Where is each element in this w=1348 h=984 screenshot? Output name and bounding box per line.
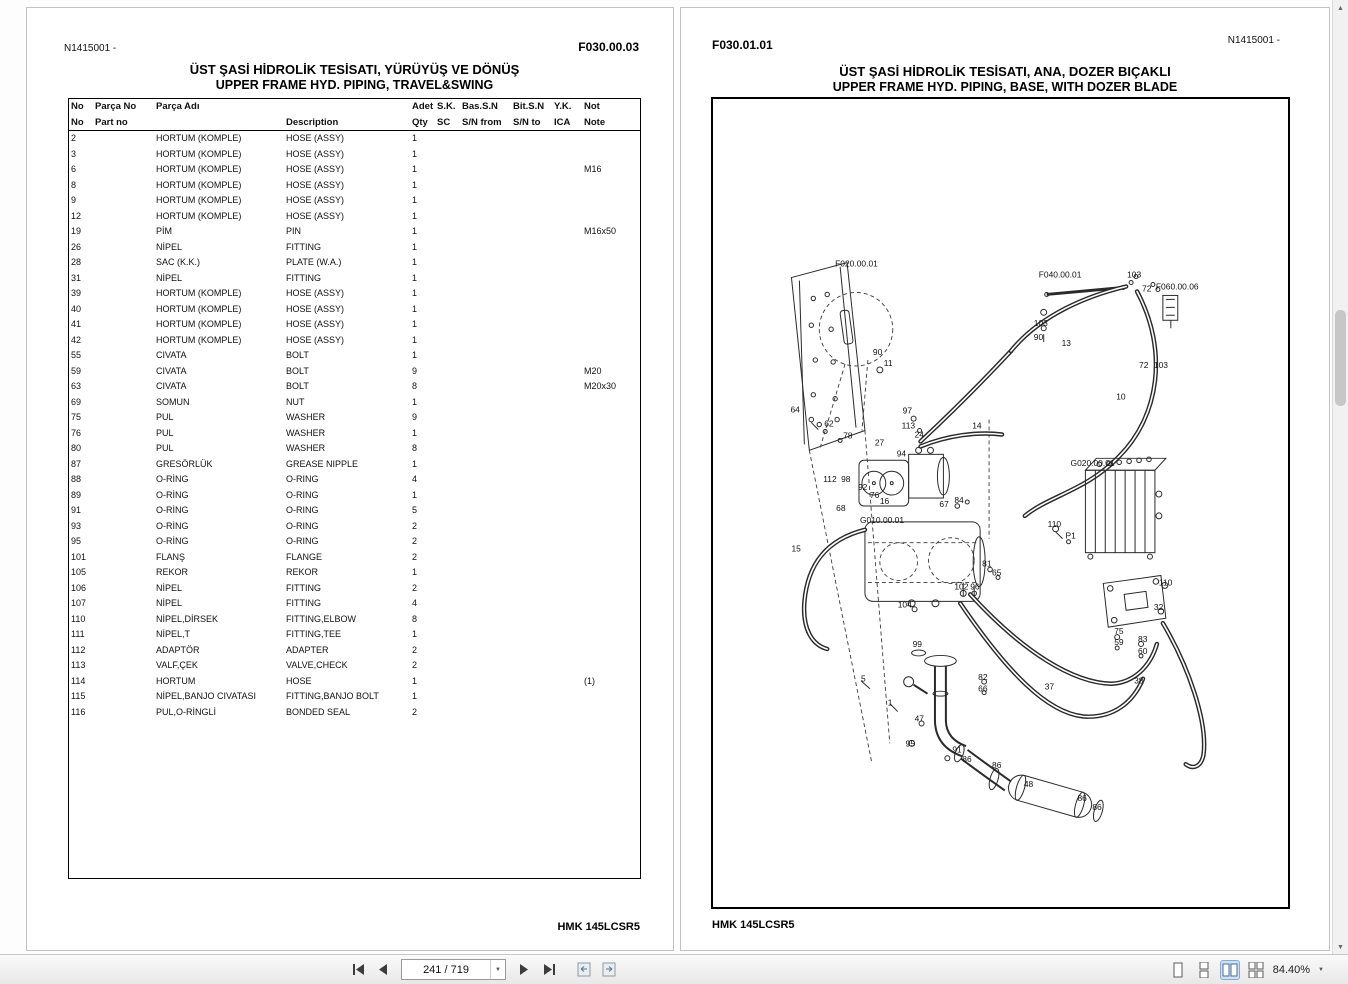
diagram-label: 112 (823, 474, 837, 485)
diagram-label: 76 (869, 490, 880, 501)
diagram-label: 102 (954, 581, 969, 592)
parts-table (69, 99, 641, 720)
first-page-icon (352, 964, 365, 975)
page-title-english-right: UPPER FRAME HYD. PIPING, BASE, WITH DOZER BLADE (832, 80, 1178, 95)
table-row: 76 PUL WASHER 1 (71, 427, 418, 438)
diagram-label: 65 (992, 567, 1002, 578)
table-row: 55 CIVATA BOLT 1 (71, 350, 418, 361)
table-row: 88 O-RİNG O-RING 4 (71, 474, 418, 485)
diagram-label: 66 (978, 683, 988, 694)
table-row: 105 REKOR REKOR 1 (71, 567, 418, 578)
diagram-label: 5 (860, 673, 866, 684)
table-row: 19 PİM PIN 1 M16x50 (71, 226, 617, 237)
diagram-label: 82 (978, 671, 988, 682)
diagram-label: 91 (952, 744, 962, 755)
next-page-icon (519, 964, 529, 975)
diagram-label: 60 (1138, 645, 1148, 656)
diagram-label: 75 (1114, 626, 1124, 637)
diagram-label: 96 (970, 581, 980, 592)
table-row: 110 NİPEL,DİRSEK FITTING,ELBOW 8 (71, 613, 418, 624)
table-row: 41 HORTUM (KOMPLE) HOSE (ASSY) 1 (71, 319, 418, 330)
figure-code-left: F030.00.03 (578, 40, 639, 54)
table-row: 113 VALF,ÇEK VALVE,CHECK 2 (71, 660, 418, 671)
table-row: 80 PUL WASHER 8 (71, 443, 418, 454)
diagram-label: 113 (901, 420, 916, 431)
diagram-label: 86 (962, 754, 972, 765)
table-row: 69 SOMUN NUT 1 (71, 396, 418, 407)
diagram-label: 99 (912, 638, 923, 649)
diagram-label: 86 (1077, 792, 1087, 803)
scrollbar-thumb[interactable] (1335, 310, 1346, 406)
page-dropdown-caret-icon[interactable]: ▼ (490, 960, 505, 979)
next-view-icon (601, 962, 617, 977)
continuous-view-icon (1196, 962, 1212, 978)
facing-continuous-view-button[interactable] (1247, 961, 1265, 979)
table-row: 75 PUL WASHER 9 (71, 412, 418, 423)
diagram-label: 98 (841, 474, 851, 485)
diagram-label: 24 (914, 429, 924, 440)
diagram-label: F060.00.06 (1155, 281, 1199, 292)
table-row: 107 NİPEL FITTING 4 (71, 598, 418, 609)
table-row: 91 O-RİNG O-RING 5 (71, 505, 418, 516)
parts-table-box (68, 98, 641, 879)
page-title-turkish: ÜST ŞASİ HİDROLİK TESİSATI, YÜRÜYÜŞ VE DÖNÜŞ (189, 62, 520, 77)
diagram-label: G010.00.01 (859, 514, 905, 525)
diagram-svg (713, 99, 1288, 907)
table-header-row-2: No Part no Description Qty SC S/N from S/N to ICA Note (69, 115, 641, 131)
model-code-right: HMK 145LCSR5 (712, 919, 795, 931)
scroll-up-icon[interactable]: ▲ (1337, 4, 1344, 12)
table-row: 26 NİPEL FITTING 1 (71, 241, 418, 252)
table-row: 39 HORTUM (KOMPLE) HOSE (ASSY) 1 (71, 288, 418, 299)
diagram-label: 103 (1033, 318, 1048, 329)
diagram-label: 64 (790, 404, 800, 415)
continuous-view-button[interactable] (1195, 961, 1213, 979)
diagram-label: 83 (1138, 634, 1148, 645)
table-row: 63 CIVATA BOLT 8 M20x30 (71, 381, 617, 392)
previous-view-button[interactable] (574, 960, 594, 980)
view-zoom-group (1169, 955, 1324, 984)
diagram-label: F040.00.01 (1038, 269, 1082, 280)
bottom-toolbar (0, 954, 1348, 984)
diagram-label: 62 (824, 418, 834, 429)
diagram-label: 27 (874, 437, 885, 448)
table-row: 3 HORTUM (KOMPLE) HOSE (ASSY) 1 (71, 148, 418, 159)
diagram-label: 86 (992, 760, 1002, 771)
diagram-label: 84 (954, 495, 964, 506)
diagram-label: 1 (887, 697, 893, 708)
diagram-label: 86 (1092, 801, 1102, 812)
diagram-label: 68 (836, 502, 846, 513)
next-page-button[interactable] (514, 960, 534, 980)
previous-page-icon (378, 964, 388, 975)
zoom-dropdown-caret-icon[interactable]: ▼ (1318, 966, 1324, 973)
table-row: 59 CIVATA BOLT 9 M20 (71, 365, 602, 376)
table-row: 112 ADAPTÖR ADAPTER 2 (71, 644, 418, 655)
table-row: 89 O-RİNG O-RING 1 (71, 489, 418, 500)
diagram-frame (711, 97, 1290, 909)
table-row: 115 NİPEL,BANJO CIVATASI FITTING,BANJO BOLT 1 (71, 691, 418, 702)
diagram-label: F020.00.01 (835, 258, 878, 269)
table-row: 87 GRESÖRLÜK GREASE NIPPLE 1 (71, 458, 418, 469)
diagram-label: 67 (939, 498, 949, 509)
diagram-label: 103 (1153, 359, 1169, 370)
table-row: 6 HORTUM (KOMPLE) HOSE (ASSY) 1 M16 (71, 164, 602, 175)
vertical-scrollbar[interactable] (1332, 0, 1348, 955)
diagram-label: 72 (1142, 283, 1152, 294)
first-page-button[interactable] (348, 960, 368, 980)
facing-continuous-view-icon (1248, 962, 1264, 978)
table-row: 28 SAC (K.K.) PLATE (W.A.) 1 (71, 257, 418, 268)
table-row: 12 HORTUM (KOMPLE) HOSE (ASSY) 1 (71, 210, 418, 221)
diagram-label: 103 (1127, 269, 1142, 280)
diagram-label: 110 (1047, 518, 1062, 529)
table-row: 40 HORTUM (KOMPLE) HOSE (ASSY) 1 (71, 303, 418, 314)
diagram-label: 72 (1139, 359, 1149, 370)
table-row: 2 HORTUM (KOMPLE) HOSE (ASSY) 1 (71, 133, 418, 144)
serial-number-left: N1415001 - (64, 43, 117, 54)
diagram-label: G020.00.01 (1070, 458, 1115, 469)
last-page-button[interactable] (539, 960, 559, 980)
table-row: 114 HORTUM HOSE 1 (1) (71, 675, 595, 686)
table-row: 106 NİPEL FITTING 2 (71, 582, 418, 593)
diagram-label: 95 (905, 738, 916, 749)
diagram-label: 15 (791, 543, 801, 554)
diagram-label: 32 (1153, 602, 1164, 613)
scroll-down-icon[interactable]: ▼ (1337, 943, 1344, 951)
page-number-input[interactable] (402, 960, 490, 979)
page-left (26, 7, 674, 951)
diagram-label: P1 (1065, 530, 1076, 541)
diagram-label: 47 (914, 713, 924, 724)
diagram-label: 104 (897, 599, 912, 610)
last-page-icon (543, 964, 556, 975)
diagram-label: 37 (1044, 681, 1055, 692)
previous-view-icon (576, 962, 592, 977)
table-row: 9 HORTUM (KOMPLE) HOSE (ASSY) 1 (71, 195, 418, 206)
diagram-label: 90 (872, 347, 883, 358)
parts-table-body (69, 131, 641, 721)
table-row: 31 NİPEL FITTING 1 (71, 272, 418, 283)
table-row: 116 PUL,O-RİNGLİ BONDED SEAL 2 (71, 706, 418, 717)
figure-code-right: F030.01.01 (712, 38, 773, 52)
previous-page-button[interactable] (373, 960, 393, 980)
diagram-label: 11 (883, 357, 893, 368)
diagram-label: 110 (1158, 577, 1173, 588)
diagram-label: 48 (1023, 779, 1034, 790)
page-title-english: UPPER FRAME HYD. PIPING, TRAVEL&SWING (215, 78, 494, 93)
diagram-label: 16 (879, 495, 890, 506)
diagram-label: 10 (1116, 391, 1126, 402)
page-number-box (401, 959, 506, 980)
table-header-row-1: No Parça No Parça Adı Adet S.K. Bas.S.N Bit.S.N Y.K. Not (71, 101, 600, 112)
diagram-label: 97 (902, 405, 913, 416)
next-view-button[interactable] (599, 960, 619, 980)
single-page-view-button[interactable] (1169, 961, 1187, 979)
diagram-label: 59 (1114, 637, 1124, 648)
zoom-level[interactable]: 84.40% (1272, 963, 1311, 976)
diagram-label: 90 (1033, 332, 1044, 343)
diagram-label: 38 (1134, 675, 1144, 686)
single-page-view-icon (1170, 962, 1186, 978)
diagram-label: 94 (896, 448, 907, 459)
diagram-label: 78 (843, 430, 853, 441)
page-title-block-right (681, 64, 1329, 96)
diagram-label: 14 (972, 420, 982, 431)
table-row: 111 NİPEL,T FITTING,TEE 1 (71, 629, 418, 640)
diagram-label: 92 (857, 482, 868, 493)
model-code-left: HMK 145LCSR5 (557, 921, 640, 933)
table-row: 101 FLANŞ FLANGE 2 (71, 551, 418, 562)
page-right (680, 7, 1330, 951)
page-nav-group (348, 955, 619, 984)
diagram-label: 81 (982, 558, 992, 569)
table-row: 93 O-RİNG O-RING 2 (71, 520, 418, 531)
facing-pages-view-button[interactable] (1221, 961, 1239, 979)
diagram-label: 13 (1061, 338, 1071, 349)
table-row: 8 HORTUM (KOMPLE) HOSE (ASSY) 1 (71, 179, 418, 190)
serial-number-right: N1415001 - (1227, 35, 1280, 46)
table-row: 95 O-RİNG O-RING 2 (71, 536, 418, 547)
facing-pages-view-icon (1222, 962, 1238, 978)
page-title-block-left (68, 62, 641, 94)
page-title-turkish-right: ÜST ŞASİ HİDROLİK TESİSATI, ANA, DOZER BIÇAKLI (839, 64, 1171, 79)
table-row: 42 HORTUM (KOMPLE) HOSE (ASSY) 1 (71, 334, 418, 345)
